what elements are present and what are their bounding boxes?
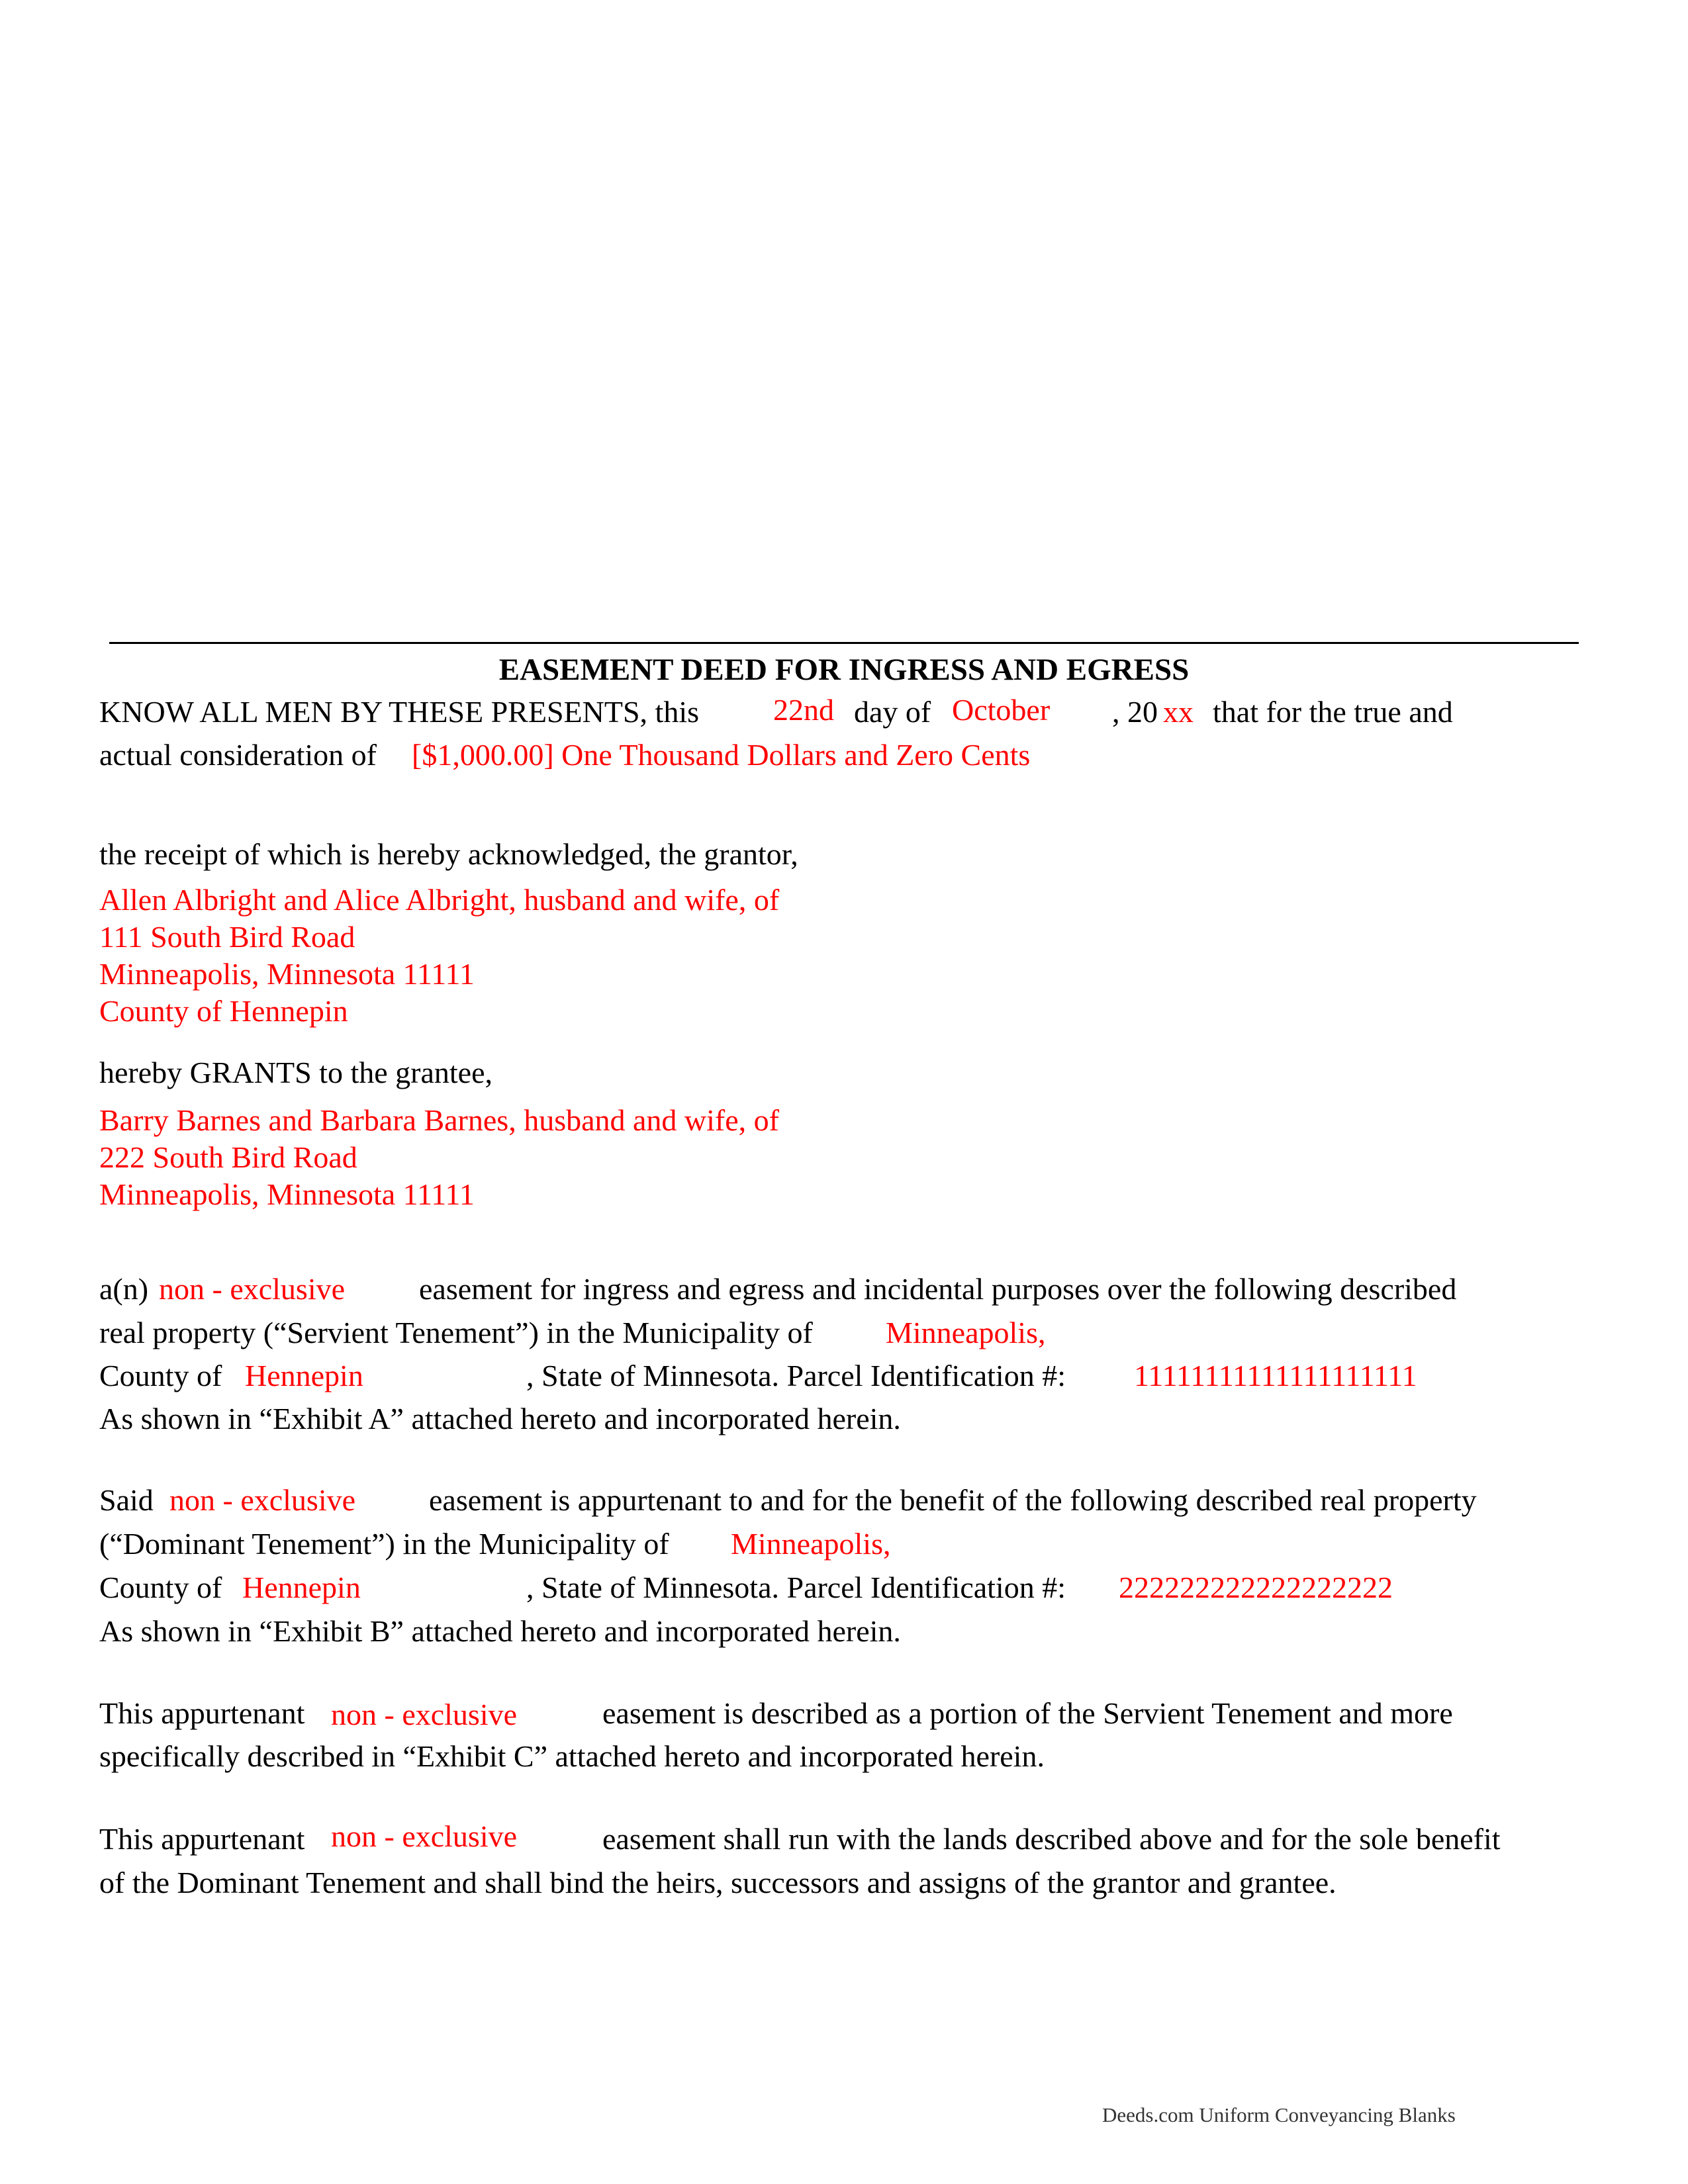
consideration-amount: [$1,000.00] One Thousand Dollars and Zero Cents: [412, 738, 1031, 772]
servient-state-text: , State of Minnesota. Parcel Identification #:: [526, 1359, 1066, 1392]
intro-year-suffix: xx: [1163, 695, 1194, 729]
dominant-municipality: Minneapolis,: [731, 1527, 891, 1561]
dominant-easement-type: non - exclusive: [169, 1483, 356, 1517]
dominant-state-text: , State of Minnesota. Parcel Identification #:: [526, 1570, 1066, 1604]
run-line-2: of the Dominant Tenement and shall bind the heirs, successors and assigns of the grantor and grantee.: [99, 1866, 1336, 1899]
dominant-line-1-tail: easement is appurtenant to and for the benefit of the following described real property: [429, 1483, 1477, 1517]
portion-line-1-tail: easement is described as a portion of the Servient Tenement and more: [602, 1696, 1453, 1730]
dominant-parcel-id: 222222222222222222: [1119, 1570, 1393, 1604]
grantee-line-2: 222 South Bird Road: [99, 1140, 357, 1174]
run-line-1-tail: easement shall run with the lands described above and for the sole benefit: [602, 1822, 1501, 1856]
servient-municipality: Minneapolis,: [886, 1316, 1046, 1349]
grantor-line-3: Minneapolis, Minnesota 11111: [99, 957, 475, 991]
intro-day-of: day of: [854, 695, 931, 729]
run-easement-type: non - exclusive: [331, 1819, 518, 1853]
intro-month: October: [952, 693, 1051, 727]
intro-day: 22nd: [773, 693, 834, 727]
dominant-prefix: Said: [99, 1483, 154, 1517]
grantor-line-4: County of Hennepin: [99, 994, 348, 1028]
servient-parcel-id: 11111111111111111111: [1134, 1359, 1417, 1392]
dominant-county-lead: County of: [99, 1570, 222, 1604]
portion-prefix: This appurtenant: [99, 1696, 305, 1730]
portion-easement-type: non - exclusive: [331, 1698, 518, 1731]
servient-easement-type: non - exclusive: [159, 1272, 346, 1306]
grantor-line-2: 111 South Bird Road: [99, 920, 355, 954]
dominant-county: Hennepin: [242, 1570, 361, 1604]
dominant-exhibit-text: As shown in “Exhibit B” attached hereto and incorporated herein.: [99, 1614, 901, 1648]
document-title: EASEMENT DEED FOR INGRESS AND EGRESS: [498, 653, 1190, 687]
portion-line-2: specifically described in “Exhibit C” attached hereto and incorporated herein.: [99, 1739, 1045, 1773]
footer-text: Deeds.com Uniform Conveyancing Blanks: [1102, 2103, 1456, 2126]
run-prefix: This appurtenant: [99, 1822, 305, 1856]
grants-text: hereby GRANTS to the grantee,: [99, 1056, 493, 1089]
dominant-line-2-lead: (“Dominant Tenement”) in the Municipality of: [99, 1527, 669, 1561]
title-rule: [109, 642, 1579, 644]
intro-lead: KNOW ALL MEN BY THESE PRESENTS, this: [99, 695, 700, 729]
servient-prefix: a(n): [99, 1272, 149, 1306]
consideration-lead: actual consideration of: [99, 738, 377, 772]
servient-county: Hennepin: [245, 1359, 363, 1392]
servient-line-1-tail: easement for ingress and egress and incidental purposes over the following described: [419, 1272, 1457, 1306]
grantor-line-1: Allen Albright and Alice Albright, husband and wife, of: [99, 883, 780, 917]
grantee-line-1: Barry Barnes and Barbara Barnes, husband and wife, of: [99, 1103, 779, 1137]
intro-year-prefix: , 20: [1112, 695, 1158, 729]
receipt-text: the receipt of which is hereby acknowledged, the grantor,: [99, 837, 798, 871]
servient-county-lead: County of: [99, 1359, 222, 1392]
servient-exhibit-text: As shown in “Exhibit A” attached hereto and incorporated herein.: [99, 1402, 901, 1435]
servient-line-2-lead: real property (“Servient Tenement”) in the Municipality of: [99, 1316, 813, 1349]
grantee-line-3: Minneapolis, Minnesota 11111: [99, 1177, 475, 1211]
intro-tail: that for the true and: [1213, 695, 1453, 729]
